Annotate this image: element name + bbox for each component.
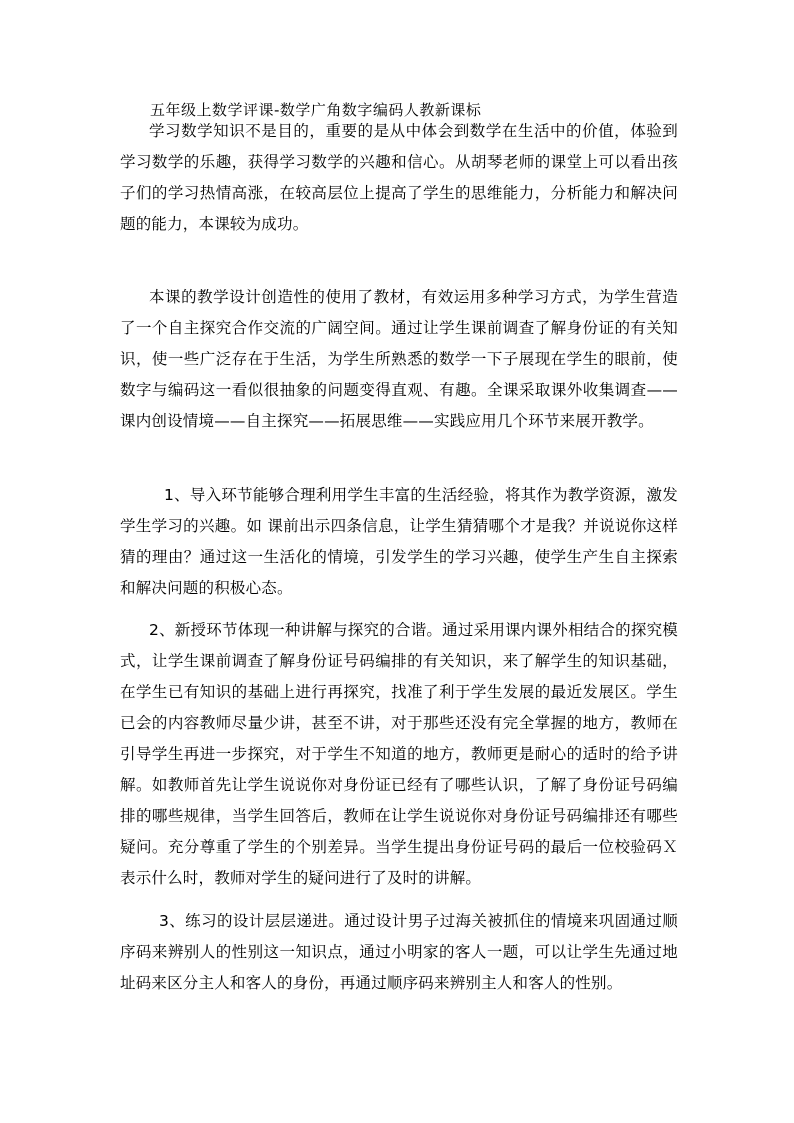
- paragraph-4: 2、新授环节体现一种讲解与探究的合谐。通过采用课内课外相结合的探究模式，让学生课前调查了解身份证号码编排的有关知识，来了解学生的知识基础，在学生已有知识的基础上进行再探究，找准了利于学生发展的最近发展区。学生已会的内容教师尽量少讲，甚至不讲，对于那些还没有完全掌握的地方，教师在引导学生再进一步探究，对于学生不知道的地方，教师更是耐心的适时的给予讲解。如教师首先让学生说说你对身份证已经有了哪些认识，了解了身份证号码编排的哪些规律，当学生回答后，教师在让学生说说你对身份证号码编排还有哪些疑问。充分尊重了学生的个别差异。当学生提出身份证号码的最后一位校验码Ｘ表示什么时，教师对学生的疑问进行了及时的讲解。: [120, 621, 678, 887]
- paragraph-2: 本课的教学设计创造性的使用了教材，有效运用多种学习方式，为学生营造了一个自主探究合作交流的广阔空间。通过让学生课前调查了解身份证的有关知识，使一些广泛存在于生活，为学生所熟悉的数学一下子展现在学生的眼前，使数字与编码这一看似很抽象的问题变得直观、有趣。全课采取课外收集调查——课内创设情境——自主探究——拓展思维——实践应用几个环节来展开教学。: [120, 288, 678, 430]
- paragraph-5: 3、练习的设计层层递进。通过设计男子过海关被抓住的情境来巩固通过顺序码来辨别人的性别这一知识点，通过小明家的客人一题，可以让学生先通过地址码来区分主人和客人的身份，再通过顺序码来辨别主人和客人的性别。: [120, 912, 678, 992]
- paragraph-1: 学习数学知识不是目的，重要的是从中体会到数学在生活中的价值，体验到学习数学的乐趣，获得学习数学的兴趣和信心。从胡琴老师的课堂上可以看出孩子们的学习热情高涨，在较高层位上提高了学生的思维能力，分析能力和解决问题的能力，本课较为成功。: [120, 122, 678, 233]
- paragraph-3: 1、导入环节能够合理利用学生丰富的生活经验，将其作为教学资源，激发学生学习的兴趣。如 课前出示四条信息，让学生猜猜哪个才是我？并说说你这样猜的理由？通过这一生活化的情境，引发学生的学习兴趣，使学生产生自主探索和解决问题的积极心态。: [120, 486, 678, 597]
- document-title: 五年级上数学评课-数学广角数字编码人教新课标: [150, 101, 482, 119]
